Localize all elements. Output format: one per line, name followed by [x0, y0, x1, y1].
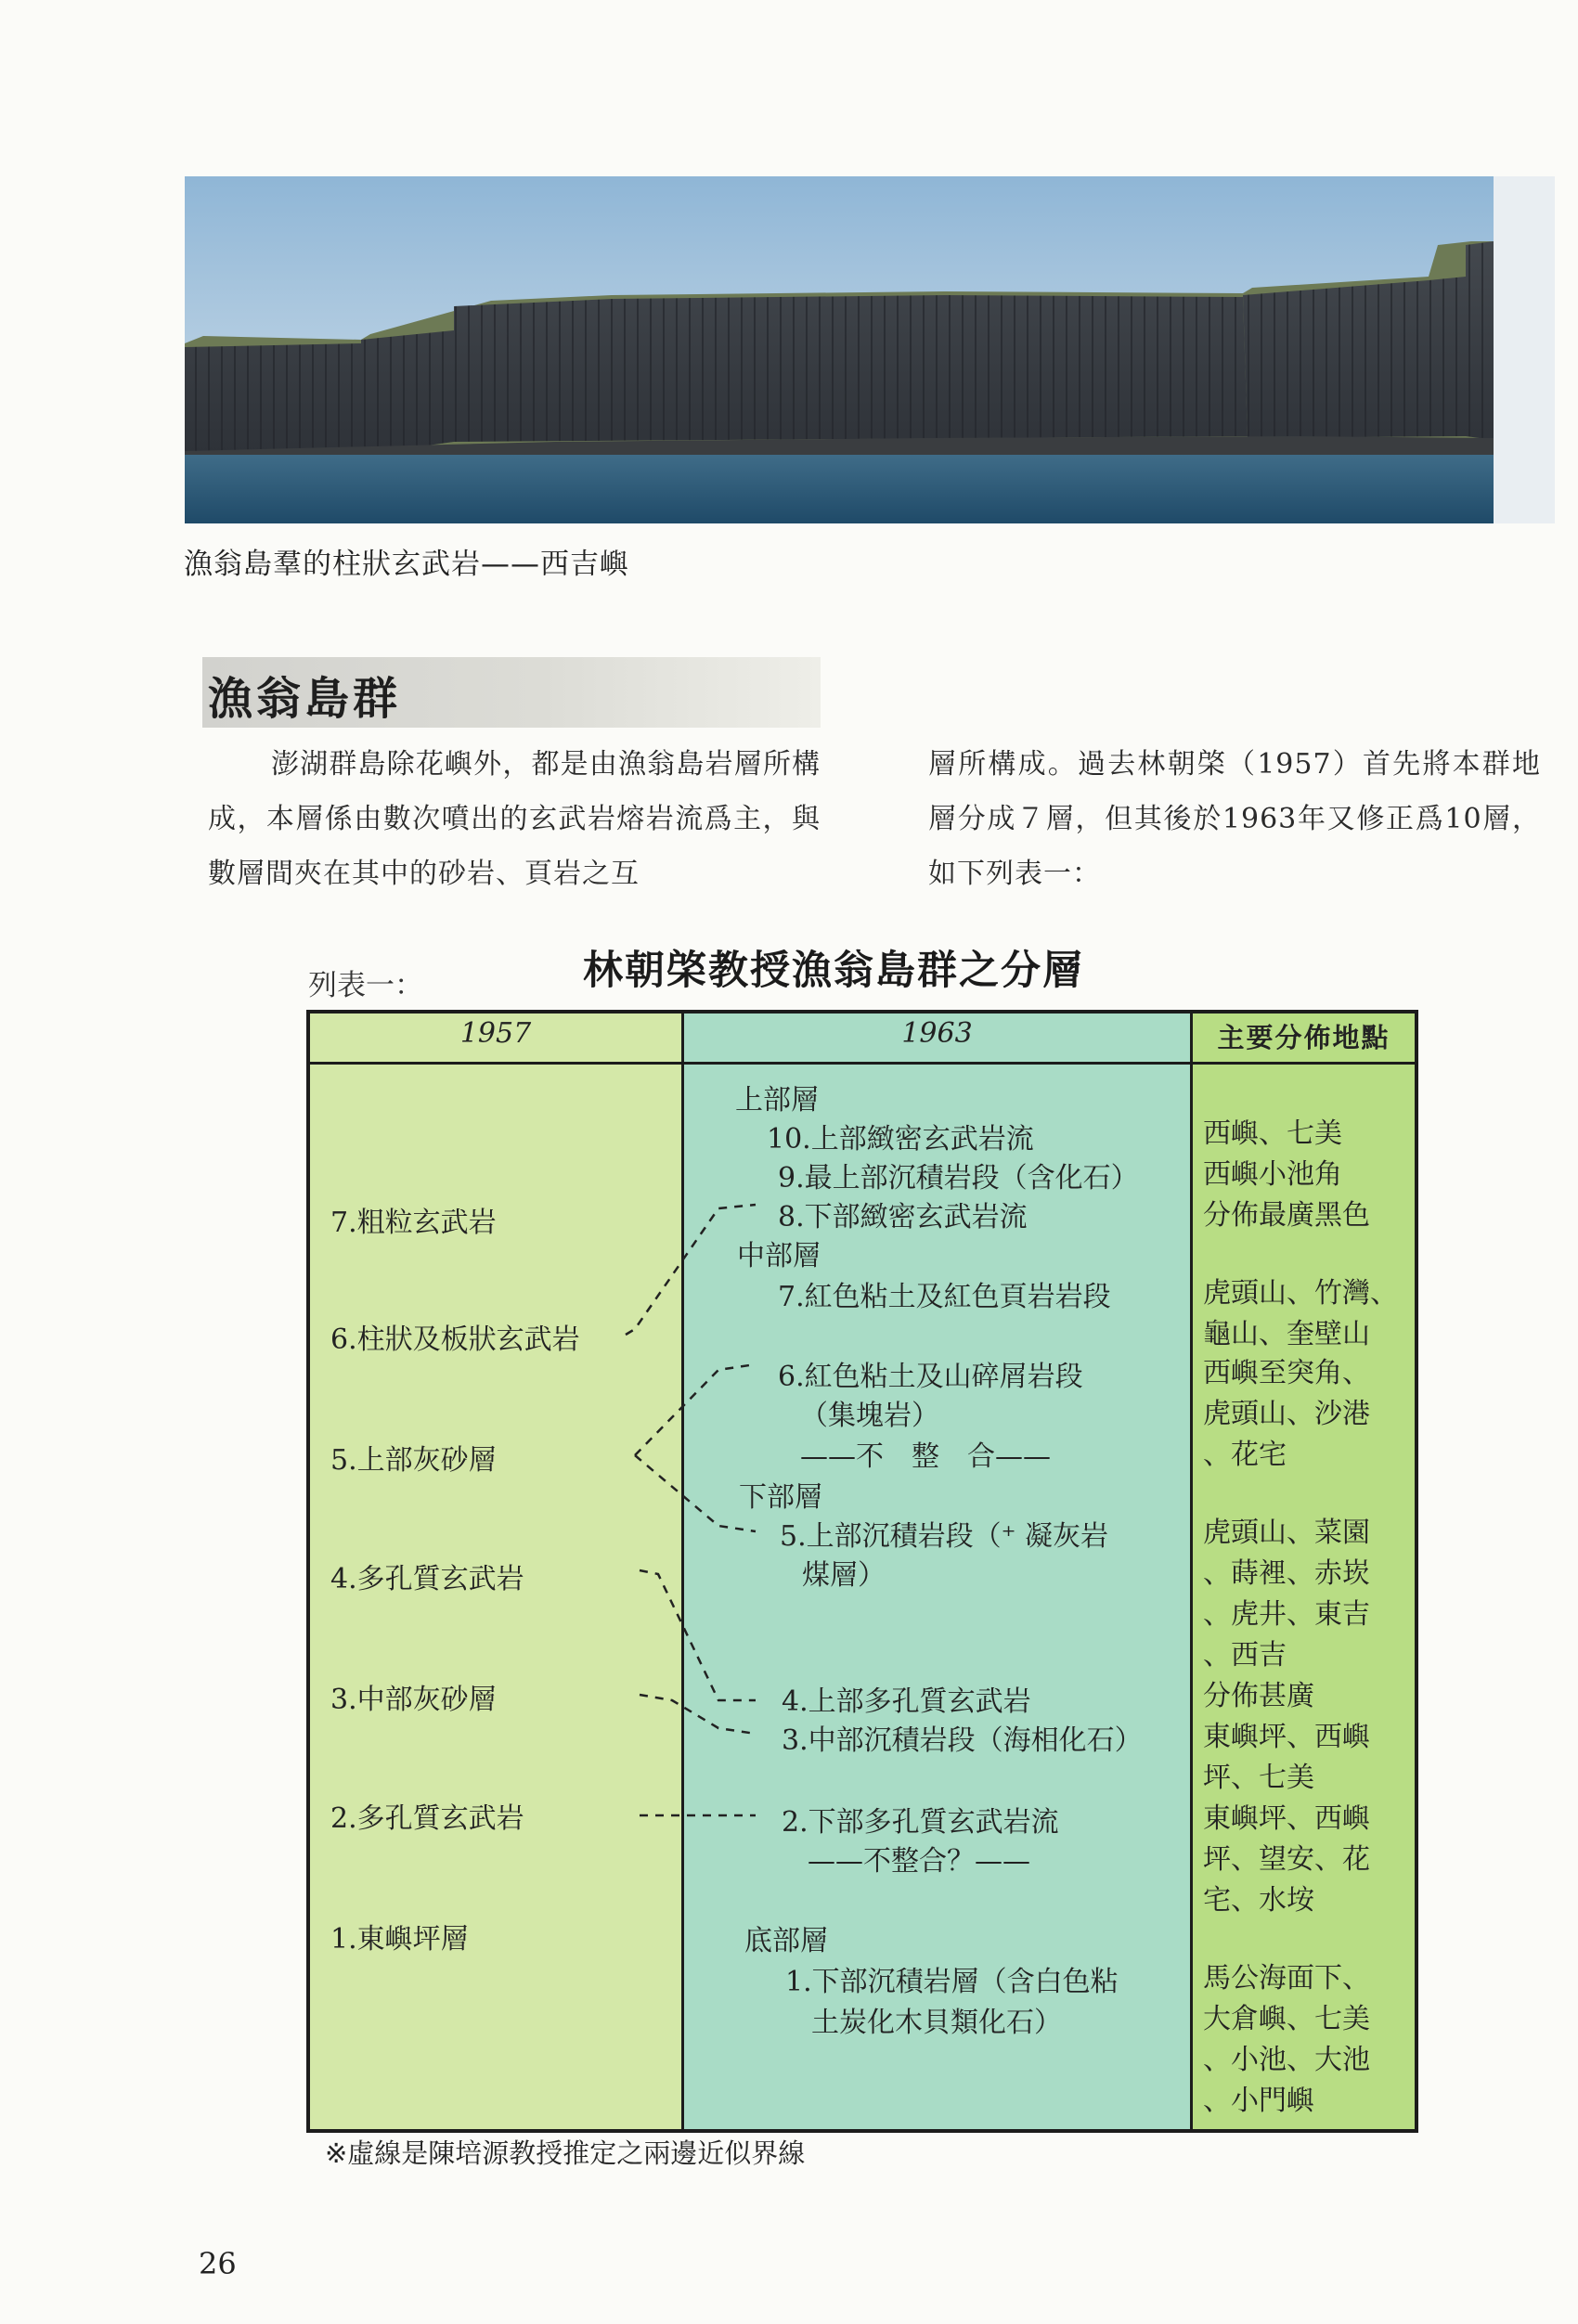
- correlation-line: [640, 1570, 756, 1700]
- layer-1963-item: 3.中部沉積岩段（海相化石）: [782, 1724, 1143, 1757]
- section-title: 漁翁島群: [208, 673, 402, 725]
- layer-1963-item: （集塊岩）: [800, 1400, 939, 1432]
- place-line: 東嶼坪、西嶼: [1203, 1802, 1370, 1835]
- layer-1963-item: 煤層）: [802, 1559, 886, 1592]
- place-line: 、西吉: [1203, 1639, 1287, 1672]
- layer-1963-item: 8.下部緻密玄武岩流: [778, 1201, 1028, 1233]
- layer-1963-item: 10.上部緻密玄武岩流: [767, 1123, 1034, 1156]
- layer-1957-3: 3.中部灰砂層: [330, 1684, 497, 1716]
- layer-1963-item: 9.最上部沉積岩段（含化石）: [778, 1162, 1139, 1194]
- layer-1957-4: 4.多孔質玄武岩: [330, 1563, 524, 1595]
- place-line: 、花宅: [1203, 1439, 1287, 1471]
- place-line: 分佈最廣黑色: [1203, 1199, 1370, 1232]
- photo-caption: 漁翁島羣的柱狀玄武岩——西吉嶼: [184, 548, 629, 581]
- layer-1963-item: 2.下部多孔質玄武岩流: [782, 1806, 1059, 1839]
- layer-1963-group: 中部層: [737, 1240, 821, 1272]
- place-line: 、蒔裡、赤崁: [1203, 1557, 1370, 1590]
- layer-1963-item: 4.上部多孔質玄武岩: [782, 1685, 1031, 1718]
- layer-1963-item: 1.下部沉積岩層（含白色粘: [785, 1966, 1119, 1998]
- unconformity-note: ——不整合？——: [808, 1845, 1030, 1878]
- header-1963: 1963: [901, 1017, 973, 1050]
- layer-1963-item: 土炭化木貝類化石）: [811, 2007, 1062, 2039]
- place-line: 坪、七美: [1203, 1762, 1314, 1794]
- place-line: 虎頭山、竹灣、: [1203, 1277, 1398, 1310]
- place-line: 宅、水垵: [1203, 1884, 1314, 1917]
- place-line: 大倉嶼、七美: [1203, 2003, 1370, 2035]
- column-divider-1: [681, 1014, 684, 2129]
- place-line: 、虎井、東吉: [1203, 1598, 1370, 1631]
- table-footnote: ※虛線是陳培源教授推定之兩邊近似界線: [325, 2137, 806, 2169]
- layer-1963-item: 7.紅色粘土及紅色頁岩岩段: [778, 1281, 1111, 1313]
- place-line: 龜山、奎壁山: [1203, 1318, 1370, 1350]
- layer-1963-item: 5.上部沉積岩段（⁺ 凝灰岩: [780, 1520, 1108, 1553]
- place-line: 、小池、大池: [1203, 2044, 1370, 2076]
- place-line: 西嶼、七美: [1203, 1117, 1342, 1150]
- layer-1957-1: 1.東嶼坪層: [330, 1923, 469, 1956]
- correlation-line: [635, 1364, 756, 1455]
- table-label: 列表一：: [308, 969, 423, 1002]
- place-line: 西嶼至突角、: [1203, 1357, 1370, 1389]
- correlation-line: [626, 1205, 756, 1335]
- column-divider-2: [1190, 1014, 1193, 2129]
- place-line: 虎頭山、沙港: [1203, 1398, 1370, 1430]
- header-1957: 1957: [459, 1017, 532, 1050]
- layer-1963-group: 底部層: [744, 1925, 828, 1957]
- place-line: 東嶼坪、西嶼: [1203, 1721, 1370, 1753]
- correlation-line: [640, 1695, 756, 1734]
- layer-1963-group: 下部層: [739, 1481, 822, 1514]
- paragraph-left-column: 澎湖群島除花嶼外，都是由漁翁島岩層所構成，本層係由數次噴出的玄武岩熔岩流爲主，與數層間夾在其中的砂岩、頁岩之互: [208, 748, 821, 890]
- place-line: 西嶼小池角: [1203, 1158, 1342, 1191]
- unconformity-note: ——不 整 合——: [800, 1440, 1051, 1473]
- layer-1957-5: 5.上部灰砂層: [330, 1444, 497, 1477]
- place-line: 馬公海面下、: [1203, 1962, 1370, 1995]
- place-line: 坪、望安、花: [1203, 1843, 1370, 1876]
- layer-1963-item: 6.紅色粘土及山碎屑岩段: [778, 1361, 1083, 1393]
- stratigraphy-table: [306, 1010, 1418, 2133]
- place-line: 、小門嶼: [1203, 2085, 1314, 2117]
- header-divider: [310, 1062, 1415, 1065]
- page-number: 26: [199, 2246, 237, 2281]
- layer-1957-2: 2.多孔質玄武岩: [330, 1802, 524, 1835]
- header-places: 主要分佈地點: [1217, 1022, 1390, 1053]
- layer-1963-group: 上部層: [735, 1084, 819, 1117]
- place-line: 分佈甚廣: [1203, 1680, 1314, 1712]
- layer-1957-6: 6.柱狀及板狀玄武岩: [330, 1323, 580, 1356]
- correlation-line: [635, 1455, 756, 1531]
- layer-1957-7: 7.粗粒玄武岩: [330, 1207, 497, 1239]
- paragraph-right-column: 層所構成。過去林朝棨（1957）首先將本群地層分成７層，但其後於1963年又修正爲10層，如下列表一：: [928, 748, 1541, 890]
- basalt-cliff-photo: [185, 176, 1555, 523]
- table-title: 林朝棨教授漁翁島群之分層: [583, 948, 1084, 994]
- place-line: 虎頭山、菜園: [1203, 1517, 1370, 1549]
